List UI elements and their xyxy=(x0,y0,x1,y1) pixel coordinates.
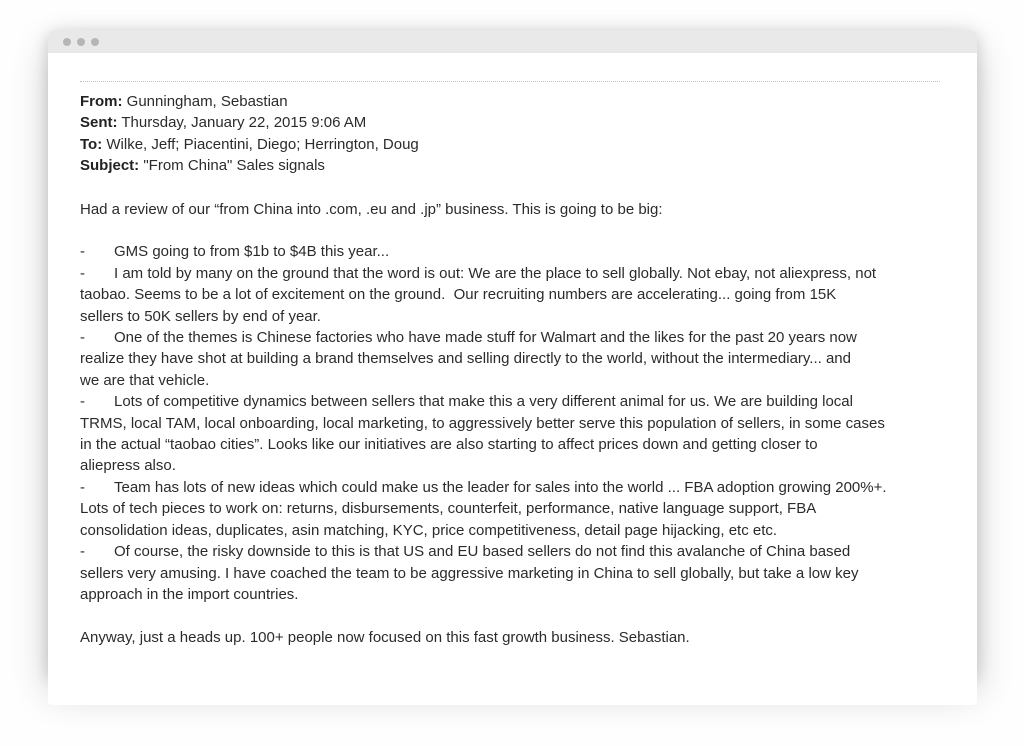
header-field xyxy=(80,91,940,112)
body-line-text: sellers very amusing. I have coached the team to be aggressive marketing in China to sell globally, but take a low key xyxy=(80,564,859,582)
header-separator xyxy=(80,81,940,82)
body-line xyxy=(80,391,940,412)
body-line xyxy=(80,584,940,605)
body-line-text: we are that vehicle. xyxy=(80,371,210,389)
header-label: To: xyxy=(80,135,103,153)
bullet-dash: - xyxy=(80,264,85,282)
bullet-dash: - xyxy=(80,329,85,347)
header-value: Gunningham, Sebastian xyxy=(122,93,288,110)
body-line-text: Lots of competitive dynamics between sellers that make this a very different animal for us. We are building local xyxy=(114,393,853,411)
body-line-text: Team has lots of new ideas which could make us the leader for sales into the world ... FBA adoption growing 200%+. xyxy=(114,478,887,496)
header-label: Subject: xyxy=(80,157,140,175)
body-line xyxy=(80,563,940,584)
header-value: "From China" Sales signals xyxy=(139,157,325,175)
body-line xyxy=(80,241,940,262)
body-line xyxy=(80,370,940,391)
window-control-dot-icon[interactable] xyxy=(63,38,71,46)
body-blank-line xyxy=(80,220,940,241)
body-line-text: Of course, the risky downside to this is that US and EU based sellers do not find this avalanche of China based xyxy=(114,543,851,561)
body-line-text: One of the themes is Chinese factories who have made stuff for Walmart and the likes for the past 20 years now xyxy=(114,329,857,347)
bullet-dash: - xyxy=(80,393,85,411)
email-window xyxy=(48,30,977,677)
bullet-dash: - xyxy=(80,543,85,561)
bullet-dash: - xyxy=(80,478,85,496)
body-line xyxy=(80,263,940,284)
body-line-text: Anyway, just a heads up. 100+ people now focused on this fast growth business. Sebastian. xyxy=(80,628,690,646)
body-line-text: GMS going to from $1b to $4B this year... xyxy=(114,243,390,261)
body-blank-line xyxy=(80,605,940,626)
body-line-text: sellers to 50K sellers by end of year. xyxy=(80,307,321,325)
body-line xyxy=(80,413,940,434)
body-line xyxy=(80,327,940,348)
body-line-text: realize they have shot at building a brand themselves and selling directly to the world, without the intermediary... and xyxy=(80,350,851,368)
window-titlebar xyxy=(48,30,977,53)
body-line-text: taobao. Seems to be a lot of excitement on the ground. Our recruiting numbers are accelerating... going from 15K xyxy=(80,286,837,304)
body-line-text: I am told by many on the ground that the word is out: We are the place to sell globally. Not ebay, not aliexpress, not xyxy=(114,264,877,282)
header-label: From: xyxy=(80,93,123,110)
bullet-dash: - xyxy=(80,243,85,261)
body-line xyxy=(80,627,940,648)
body-line-text: Lots of tech pieces to work on: returns, disbursements, counterfeit, performance, native language support, FBA xyxy=(80,500,817,518)
header-field xyxy=(80,155,940,176)
email-body xyxy=(80,199,940,649)
header-label: Sent: xyxy=(80,114,118,132)
body-line xyxy=(80,498,940,519)
window-control-dot-icon[interactable] xyxy=(77,38,85,46)
body-line xyxy=(80,284,940,305)
body-line xyxy=(80,520,940,541)
body-line-text: approach in the import countries. xyxy=(80,585,299,603)
window-control-dot-icon[interactable] xyxy=(91,38,99,46)
header-value: Thursday, January 22, 2015 9:06 AM xyxy=(117,114,367,132)
body-line xyxy=(80,348,940,369)
body-line xyxy=(80,541,940,562)
body-line-text: TRMS, local TAM, local onboarding, local marketing, to aggressively better serve this population of sellers, in some cases xyxy=(80,414,885,432)
body-line-text: aliepress also. xyxy=(80,457,176,475)
body-line-text: in the actual “taobao cities”. Looks like our initiatives are also starting to affect prices down and getting closer to xyxy=(80,436,818,454)
body-line xyxy=(80,199,940,220)
header-field xyxy=(80,134,940,155)
body-line xyxy=(80,306,940,327)
body-line xyxy=(80,477,940,498)
body-line xyxy=(80,434,940,455)
header-field xyxy=(80,112,940,133)
body-line-text: consolidation ideas, duplicates, asin matching, KYC, price competitiveness, detail page hijacking, etc etc. xyxy=(80,521,778,539)
body-line xyxy=(80,455,940,476)
email-headers xyxy=(80,91,940,177)
body-line-text: Had a review of our “from China into .com, .eu and .jp” business. This is going to be big: xyxy=(80,200,663,218)
header-value: Wilke, Jeff; Piacentini, Diego; Herrington, Doug xyxy=(102,135,419,153)
email-document xyxy=(48,81,977,705)
